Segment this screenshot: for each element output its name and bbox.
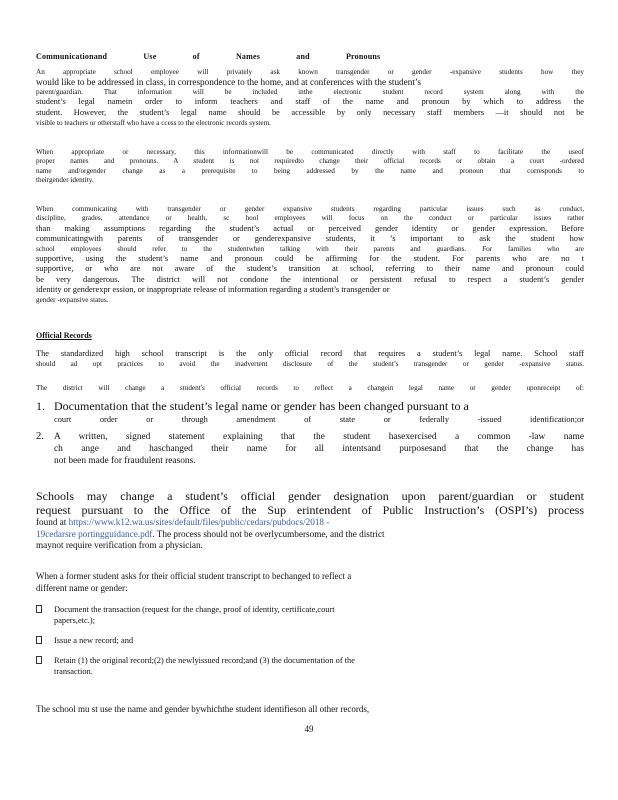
text-fragment: . The process should not be overlycumbersome, and the district — [152, 528, 385, 539]
bullet-list-transcript-steps — [36, 604, 584, 686]
page-number: 49 — [304, 724, 314, 734]
text-line: gender -expansive status. — [36, 295, 109, 304]
paragraph-district-change — [36, 384, 584, 393]
text-line: parent/guardian. That information will be included inthe electronic student record system along with the — [36, 88, 584, 96]
ospi-guidance-link[interactable]: https://www.k12.wa.us/sites/default/files/public/cedars/pubdocs/2018 - — [68, 517, 330, 528]
paragraph-communication-staff — [36, 148, 584, 186]
ospi-guidance-link-continued[interactable]: 19cedarsre portingguidance.pdf — [36, 528, 153, 539]
text-line: The standardized high school transcript is the only official record that requires a student’s legal name. School staff — [36, 349, 584, 358]
text-line: Retain (1) the original record;(2) the newlyissued record;and (3) the documentation of the — [54, 656, 355, 665]
text-line: court order or through amendment of state or federally -issued identification;or — [54, 414, 584, 424]
text-line: When a former student asks for their official student transcript to bechanged to reflect a — [36, 571, 352, 581]
heading-word: and — [296, 52, 310, 61]
section-heading-official-records: Official Records — [36, 331, 92, 340]
heading-word: Use — [143, 52, 157, 61]
text-line: student’s legal namein order to inform teachers and staff of the name and pronoun by which to address the — [36, 97, 584, 107]
text-line: different name or gender: — [36, 583, 128, 593]
heading-word: of — [192, 52, 200, 61]
text-line: supportive, using the student’s name and pronoun could be affirming for the student. For parents who are no t — [36, 254, 584, 264]
paragraph-ospi-process — [36, 490, 584, 552]
text-line: An appropriate school employee will privately ask known transgender or gender -expansive students how they — [36, 68, 584, 76]
heading-word: Communicationand — [36, 52, 108, 61]
heading-word: Names — [235, 52, 261, 61]
bullet-box-icon — [36, 636, 42, 644]
text-line: should ad opt practices to avoid the inadvertent disclosure of the student’s transgender or gender -expansive status. — [36, 359, 584, 368]
heading-word: Pronouns — [345, 52, 381, 61]
text-line: proper names and pronouns. A student is not requiredto change their official records or obtain a court -ordered — [36, 157, 584, 166]
paragraph-communicating-parents — [36, 205, 584, 305]
section-heading-names-pronouns — [36, 52, 414, 61]
text-line: not been made for fraudulent reasons. — [54, 455, 196, 466]
text-line: Schools may change a student’s official gender designation upon parent/guardian or student — [36, 489, 584, 503]
paragraph-transcript — [36, 349, 584, 369]
text-line: discipline, grades, attendance or health, sc hool employees will focus on the conduct or particular issues rather — [36, 214, 584, 223]
list-item — [36, 655, 584, 677]
list-item — [36, 604, 584, 626]
text-line: request pursuant to the Office of the Sup erintendent of Public Instruction’s (OSPI’s) process — [36, 502, 584, 517]
list-item — [36, 635, 584, 646]
text-line: Issue a new record; and — [54, 636, 134, 645]
text-line: would like to be addressed in class, in correspondence to the home, and at conferences with the student’s — [36, 77, 421, 88]
text-line: Document the transaction (request for the change, proof of identity, certificate,court — [54, 605, 335, 614]
text-line: student. However, the student’s legal name should be accessible by only necessary staff members —it should not be — [36, 108, 584, 117]
text-line: name and/orgender change as a prerequisite to being addressed by the name and pronoun that corresponds to — [36, 166, 584, 175]
text-line: theirgender identity. — [36, 176, 94, 185]
paragraph-former-student — [36, 570, 584, 594]
paragraph-addressing-students — [36, 68, 584, 128]
text-line: A written, signed statement explaining that the student hasexercised a common -law name — [54, 431, 584, 442]
text-line: papers,etc.); — [54, 616, 95, 625]
text-line: When communicating with transgender or gender expansive students regarding particular issues such as conduct, — [36, 205, 584, 213]
text-line: communicatingwith parents of transgender or genderexpansive students, it ’s important to ask the student how — [36, 234, 584, 244]
text-line: be very dangerous. The district will not condone the intentional or persistent refusal to respect a student’s gender — [36, 274, 584, 284]
text-line: maynot require verification from a physician. — [36, 540, 203, 551]
list-number: 1. — [36, 399, 45, 413]
list-item — [36, 400, 584, 425]
text-line: Documentation that the student’s legal name or gender has been changed pursuant to a — [54, 399, 469, 413]
text-line: visible to teachers or otherstaff who have a ccess to the electronic records system. — [36, 118, 271, 127]
text-line: ch ange and haschanged their name for all intentsand purposesand that the change has — [54, 443, 584, 454]
text-fragment: found at — [36, 517, 67, 528]
text-line: When appropriate or necessary, this informationwill be communicated directly with staff to facilitate the useof — [36, 148, 584, 156]
text-line: school employees should refer to the studentwhen talking with their parents and guardians. For families who are — [36, 244, 584, 253]
paragraph-other-records — [36, 704, 584, 715]
text-line: transaction. — [54, 667, 93, 676]
text-line: The school mu st use the name and gender bywhichthe student identifieson all other records, — [36, 704, 370, 714]
bullet-box-icon — [36, 656, 42, 664]
text-line: The district will change a student's official records to reflect a changein legal name or gender uponreceipt of: — [36, 384, 584, 392]
list-number: 2. — [36, 430, 44, 442]
text-line: identity or genderexpr ession, or inappropriate release of information regarding a student’s transgender or — [36, 285, 390, 295]
list-item — [36, 431, 584, 467]
numbered-list-documentation — [36, 400, 584, 473]
text-line: supportive, or who are not aware of the student’s transition at school, referring to their name and pronoun could — [36, 264, 584, 274]
bullet-box-icon — [36, 605, 42, 613]
text-line: than making assumptions regarding the student’s actual or perceived gender identity or gender expression. Before — [36, 223, 584, 233]
